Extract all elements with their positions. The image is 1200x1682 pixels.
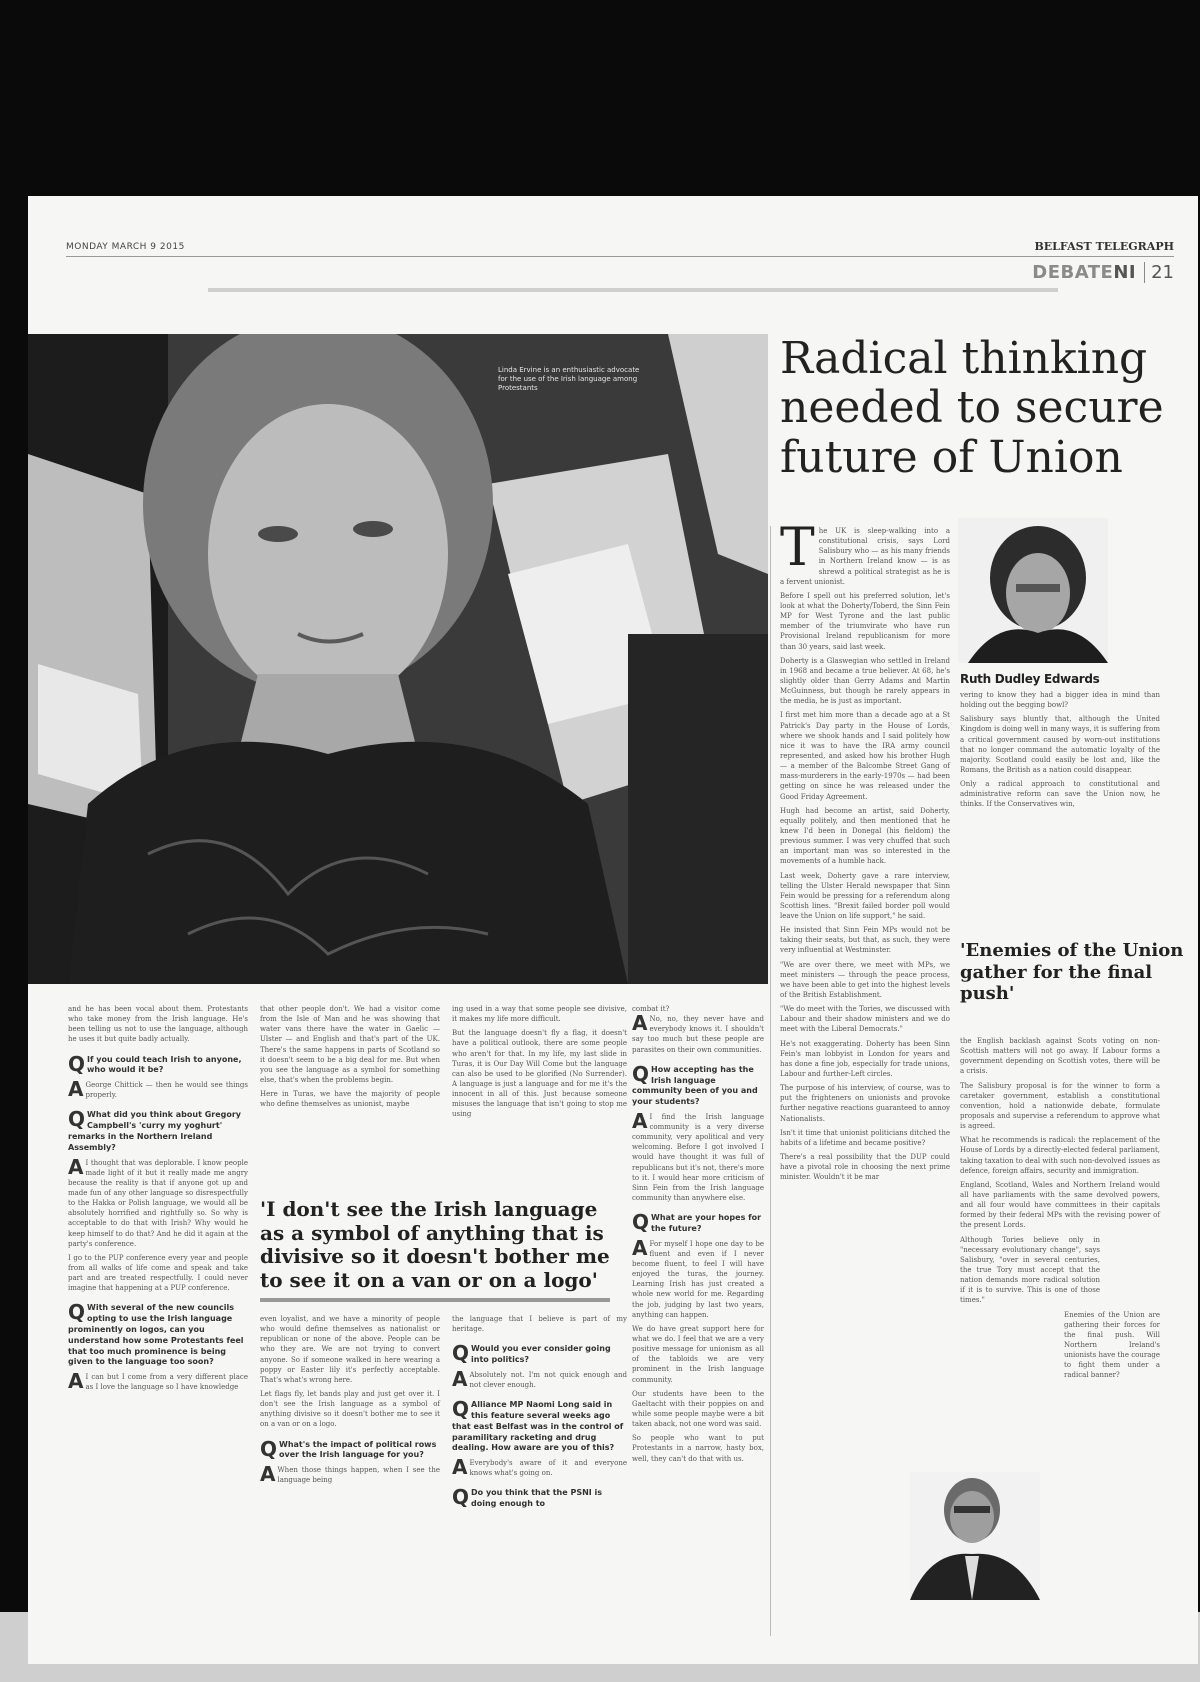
question xyxy=(632,1061,764,1108)
q-mark: Q xyxy=(452,1341,470,1366)
paragraph: He's not exaggerating. Doherty has been Sinn Fein's man lobbyist in London for years and has done a fine job, especially for trade unions, Labour and further-Left circles. xyxy=(780,1039,950,1079)
interview-intro: and he has been vocal about them. Protestants who take money from the Irish language. He's been telling us not to use the language, although he uses it but quite badly actually. xyxy=(68,1005,248,1044)
paragraph: There's a real possibility that the DUP could have a pivotal role in choosing the next prime minister. Wouldn't it be mar xyxy=(780,1153,950,1182)
question xyxy=(260,1436,440,1462)
portrait-illustration xyxy=(28,334,768,984)
answer-text: I find the Irish language community is a very diverse community, very apolitical and very welcoming. Before I got involved I would have thought it was full of republicans but it's not, there's more to it. I would hear more criticism of Sinn Fein from the Irish language community than anywhere else. xyxy=(632,1112,764,1203)
paragraph: Enemies of the Union are gathering their forces for the final push. Will Northern Ireland's unionists have the courage to fight them under a radical banner? xyxy=(1064,1310,1160,1380)
question xyxy=(452,1485,627,1510)
section-name-b: NI xyxy=(1113,262,1137,283)
photo-caption: Linda Ervine is an enthusiastic advocate for the use of the Irish language among Protestants xyxy=(498,366,640,393)
lead-text: he UK is sleep-walking into a constitutional crisis, says Lord Salisbury who — as his many friends in Northern Ireland know — is as shrewd a political strategist as he is a fervent unionist. xyxy=(780,527,950,586)
paragraph: The purpose of his interview, of course, was to put the frighteners on unionists and provoke further negative reactions guaranteed to annoy Nationalists. xyxy=(780,1084,950,1123)
a-mark: A xyxy=(68,1154,84,1179)
a-mark: A xyxy=(632,1235,648,1260)
question-text: What did you think about Gregory Campbell's 'curry my yoghurt' remarks in the Northern Ireland Assembly? xyxy=(68,1110,242,1152)
question-text: Do you think that the PSNI is doing enough to xyxy=(471,1488,603,1509)
q-mark: Q xyxy=(452,1485,470,1510)
paper-name: BELFAST TELEGRAPH xyxy=(1034,240,1174,253)
paragraph: ing used in a way that some people see divisive, it makes my life more difficult. xyxy=(452,1005,627,1024)
a-mark: A xyxy=(68,1077,84,1102)
a-mark: A xyxy=(632,1011,648,1036)
paragraph: The Salisbury proposal is for the winner to form a caretaker government, establish a constitutional convention, hold a nationwide debate, formulate proposals and supervise a referendum to approve what is agreed. xyxy=(960,1081,1160,1131)
page-number: 21 xyxy=(1144,262,1174,283)
q-mark: Q xyxy=(68,1051,86,1076)
paragraph: We do have great support here for what we do. I feel that we are a very positive message for unionism as all of the tabloids we are very prominent in the Irish language community. xyxy=(632,1324,764,1384)
answer-text: When those things happen, when I see the language being xyxy=(277,1466,440,1485)
question xyxy=(452,1341,627,1366)
section-name-a: DEBATE xyxy=(1032,262,1114,283)
paragraph: Last week, Doherty gave a rare interview, telling the Ulster Herald newspaper that Sinn Fein would be pressing for a referendum along Scottish lines. "Brexit failed border poll would leave the Union on life support," he said. xyxy=(780,871,950,921)
question xyxy=(68,1051,248,1077)
question-text: Would you ever consider going into politics? xyxy=(471,1344,611,1365)
interview-column-3-lower xyxy=(452,1314,627,1514)
paragraph: that other people don't. We had a visitor come from the Isle of Man and he was showing that water vans there have the water in Gaelic — Ulster — and English and that's part of the UK. There's the same happens in parts of Scotland so it doesn't seem to be a big deal for me. But when you see the language as a symbol for something else, that's when the problems begin. xyxy=(260,1005,440,1084)
answer-text: Everybody's aware of it and everyone knows what's going on. xyxy=(469,1459,627,1478)
paragraph: Although Tories believe only in "necessary evolutionary change", says Salisbury, "over in several centuries, the true Tory must accept that the nation demands more radical solution if it is to survive. This is one of those times." xyxy=(960,1235,1100,1305)
main-photo xyxy=(28,334,768,984)
paragraph: Isn't it time that unionist politicians ditched the habits of a lifetime and became positive? xyxy=(780,1128,950,1147)
paragraph: "We do meet with the Tories, we discussed with Labour and their shadow ministers and we do meet with the Liberal Democrats." xyxy=(780,1005,950,1034)
paragraph: He insisted that Sinn Fein MPs would not be taking their seats, but that, as such, they were very influential at Westminster. xyxy=(780,926,950,955)
column-article-2 xyxy=(960,690,1160,810)
answer xyxy=(452,1455,627,1480)
header-grey-bar xyxy=(208,288,1058,292)
q-mark: Q xyxy=(260,1436,278,1461)
question xyxy=(452,1397,627,1454)
q-mark: Q xyxy=(452,1397,470,1422)
q-mark: Q xyxy=(68,1300,86,1325)
section-header xyxy=(1032,262,1174,283)
paragraph: England, Scotland, Wales and Northern Ireland would all have parliaments with the same devolved powers, and all four would have committees in their capitals formed by their federal MPs with the revising power of the present Lords. xyxy=(960,1180,1160,1230)
question xyxy=(68,1107,248,1153)
section-name xyxy=(1032,262,1136,283)
newspaper-page xyxy=(28,196,1198,1664)
paragraph: Let flags fly, let bands play and just get over it. I don't see the Irish language as a symbol of anything divisive so it doesn't bother me to see it on a van or on a logo. xyxy=(260,1389,440,1429)
q-mark: Q xyxy=(68,1107,86,1132)
interview-column-2 xyxy=(260,1004,440,1109)
a-mark: A xyxy=(452,1455,468,1480)
article-lead xyxy=(780,518,950,587)
column-rule xyxy=(770,526,771,1636)
author-photo-illustration xyxy=(958,518,1108,663)
paragraph: What he recommends is radical: the replacement of the House of Lords by a directly-elected federal parliament, taking taxation to deal with such non-devolved issues as defence, foreign affairs, security and immigration. xyxy=(960,1136,1160,1175)
answer-continued: I go to the PUP conference every year and people from all walks of life come and speak and take part and are treated respectfully. I could never imagine that happening at a PUP conference. xyxy=(68,1253,248,1293)
column-article-1 xyxy=(780,518,950,1182)
author-photo xyxy=(958,518,1108,663)
answer-text: No, no, they never have and everybody knows it. I shouldn't say too much but these people are parasites on their own communities. xyxy=(632,1015,764,1054)
paragraph: Only a radical approach to constitutional and administrative reform can save the Union now, he thinks. If the Conservatives win, xyxy=(960,780,1160,809)
politician-photo xyxy=(910,1472,1040,1600)
pull-quote: 'I don't see the Irish language as a symbol of anything that is divisive so it doesn't bother me to see it on a van or on a logo' xyxy=(260,1197,610,1292)
paragraph: Our students have been to the Gaeltacht with their poppies on and while some people maybe were a bit taken aback, not one word was said. xyxy=(632,1389,764,1429)
question xyxy=(68,1300,248,1368)
issue-date: MONDAY MARCH 9 2015 xyxy=(66,242,185,252)
answer-text: Absolutely not. I'm not quick enough and not clever enough. xyxy=(469,1370,627,1390)
paragraph: Hugh had become an artist, said Doherty, equally politely, and then mentioned that he knew I'd been in Donegal (his fieldom) the previous summer. I was very chuffed that such an important man was so interested in the movements of a humble hack. xyxy=(780,806,950,866)
paragraph: Before I spell out his preferred solution, let's look at what the Doherty/Toberd, the Sinn Fein MP for West Tyrone and the last public member of the triumvirate who have run Provisional Ireland republicanism for more than 30 years, said last week. xyxy=(780,591,950,651)
question xyxy=(632,1210,764,1235)
question-text: With several of the new councils opting to use the Irish language prominently on logos, can you understand how some Protestants feel that too much prominence is being given to the language too soon? xyxy=(68,1303,244,1367)
paragraph: the English backlash against Scots voting on non-Scottish matters will not go away. If Labour forms a government depending on Scottish votes, there will be a crisis. xyxy=(960,1037,1160,1076)
politician-photo-illustration xyxy=(910,1472,1040,1600)
a-mark: A xyxy=(452,1366,468,1391)
answer xyxy=(632,1108,764,1203)
subheading: 'Enemies of the Union gather for the final push' xyxy=(960,940,1184,1005)
paragraph: vering to know they had a bigger idea in mind than holding out the begging bowl? xyxy=(960,691,1160,710)
question-text: Alliance MP Naomi Long said in this feature several weeks ago that east Belfast was in the control of paramilitary racketing and drug dealing. How aware are you of this? xyxy=(452,1400,624,1453)
answer-text: I can but I come from a very different place as I love the language so I have knowledge xyxy=(85,1373,248,1392)
answer xyxy=(452,1366,627,1391)
answer xyxy=(68,1154,248,1249)
paragraph: combat it? xyxy=(632,1005,670,1013)
answer xyxy=(632,1235,764,1320)
headline: Radical thinking needed to secure future of Union xyxy=(780,333,1164,483)
question-text: How accepting has the Irish language community been of you and your students? xyxy=(632,1064,758,1107)
a-mark: A xyxy=(68,1369,84,1394)
question-text: If you could teach Irish to anyone, who would it be? xyxy=(87,1054,242,1075)
interview-column-1 xyxy=(68,1004,248,1393)
paragraph: the language that I believe is part of my heritage. xyxy=(452,1315,627,1334)
paragraph: I first met him more than a decade ago at a St Patrick's Day party in the House of Lords, where we shook hands and I said politely how nice it was to have the IRA army council represented, and asked how his brother Hugh — a member of the Balcombe Street Gang of mass-murderers in the early-1970s — had been getting on since he was released under the Good Friday Agreement. xyxy=(780,711,950,801)
paragraph: Here in Turas, we have the majority of people who define themselves as unionist, maybe xyxy=(260,1090,440,1109)
answer-text: George Chittick — then he would see things properly. xyxy=(85,1081,248,1100)
drop-cap: T xyxy=(780,518,815,578)
a-mark: A xyxy=(632,1108,648,1133)
interview-column-2-lower xyxy=(260,1314,440,1485)
paragraph: even loyalist, and we have a minority of people who would define themselves as nationalist or republican or none of the above. People can be who they are. We are not trying to convert anyone. So if someone walked in here wearing a poppy or Easter lily it's perfectly acceptable. That's what's wrong here. xyxy=(260,1315,440,1384)
interview-column-4 xyxy=(632,1004,764,1464)
a-mark: A xyxy=(260,1462,276,1487)
question-text: What are your hopes for the future? xyxy=(651,1213,762,1233)
q-mark: Q xyxy=(632,1210,650,1235)
answer xyxy=(68,1077,248,1102)
column-article-3 xyxy=(960,1036,1160,1381)
paragraph: "We are over there, we meet with MPs, we meet ministers — through the peace process, we have been able to get into the highest levels of the British Establishment. xyxy=(780,960,950,1000)
question-text: What's the impact of political rows over the Irish language for you? xyxy=(279,1439,437,1460)
answer xyxy=(68,1369,248,1394)
interview-column-3 xyxy=(452,1004,627,1120)
header-rule xyxy=(66,256,1174,257)
paragraph: But the language doesn't fly a flag, it doesn't have a political outlook, there are some people who aren't for that. In my life, my last slide in Turas, it is Our Day Will Come but the language can also be used to be glorified (No Surrender). A language is just a language and for me it's the innocent in all of this. Just because someone misuses the language that isn't going to stop me using xyxy=(452,1029,627,1119)
answer xyxy=(632,1011,764,1055)
paragraph: Doherty is a Glaswegian who settled in Ireland in 1968 and became a true believer. At 68, he's slightly older than Gerry Adams and Martin McGuinness, but though he rarely appears in the media, he is just as important. xyxy=(780,656,950,706)
answer xyxy=(260,1462,440,1487)
answer-text: I thought that was deplorable. I know people made light of it but it really made me angry because the reality is that if anyone got up and made fun of any other language so disrespectfully to the Hakka or Polish language, we would all be absolutely horrified and rightfully so. So why is acceptable to do that with Irish? Why would he keep himself to do that? And he did it again at the party's conference. xyxy=(68,1158,248,1248)
q-mark: Q xyxy=(632,1061,650,1086)
paragraph: So people who want to put Protestants in a narrow, hasty box, well, they can't do that with us. xyxy=(632,1434,764,1463)
author-name: Ruth Dudley Edwards xyxy=(960,672,1100,686)
answer-text: For myself I hope one day to be fluent and even if I never become fluent, to feel I will have enjoyed the turas, the journey. Learning Irish has just created a whole new world for me. Regarding the job, judging by last two years, anything can happen. xyxy=(632,1239,764,1319)
paragraph: Salisbury says bluntly that, although the United Kingdom is doing well in many ways, it is suffering from a critical government caused by worn-out institutions that no longer command the automatic loyalty of the majority. Scotland could easily be lost and, like the Romans, the British as a nation could disappear. xyxy=(960,715,1160,774)
pull-quote-rule xyxy=(260,1298,610,1302)
